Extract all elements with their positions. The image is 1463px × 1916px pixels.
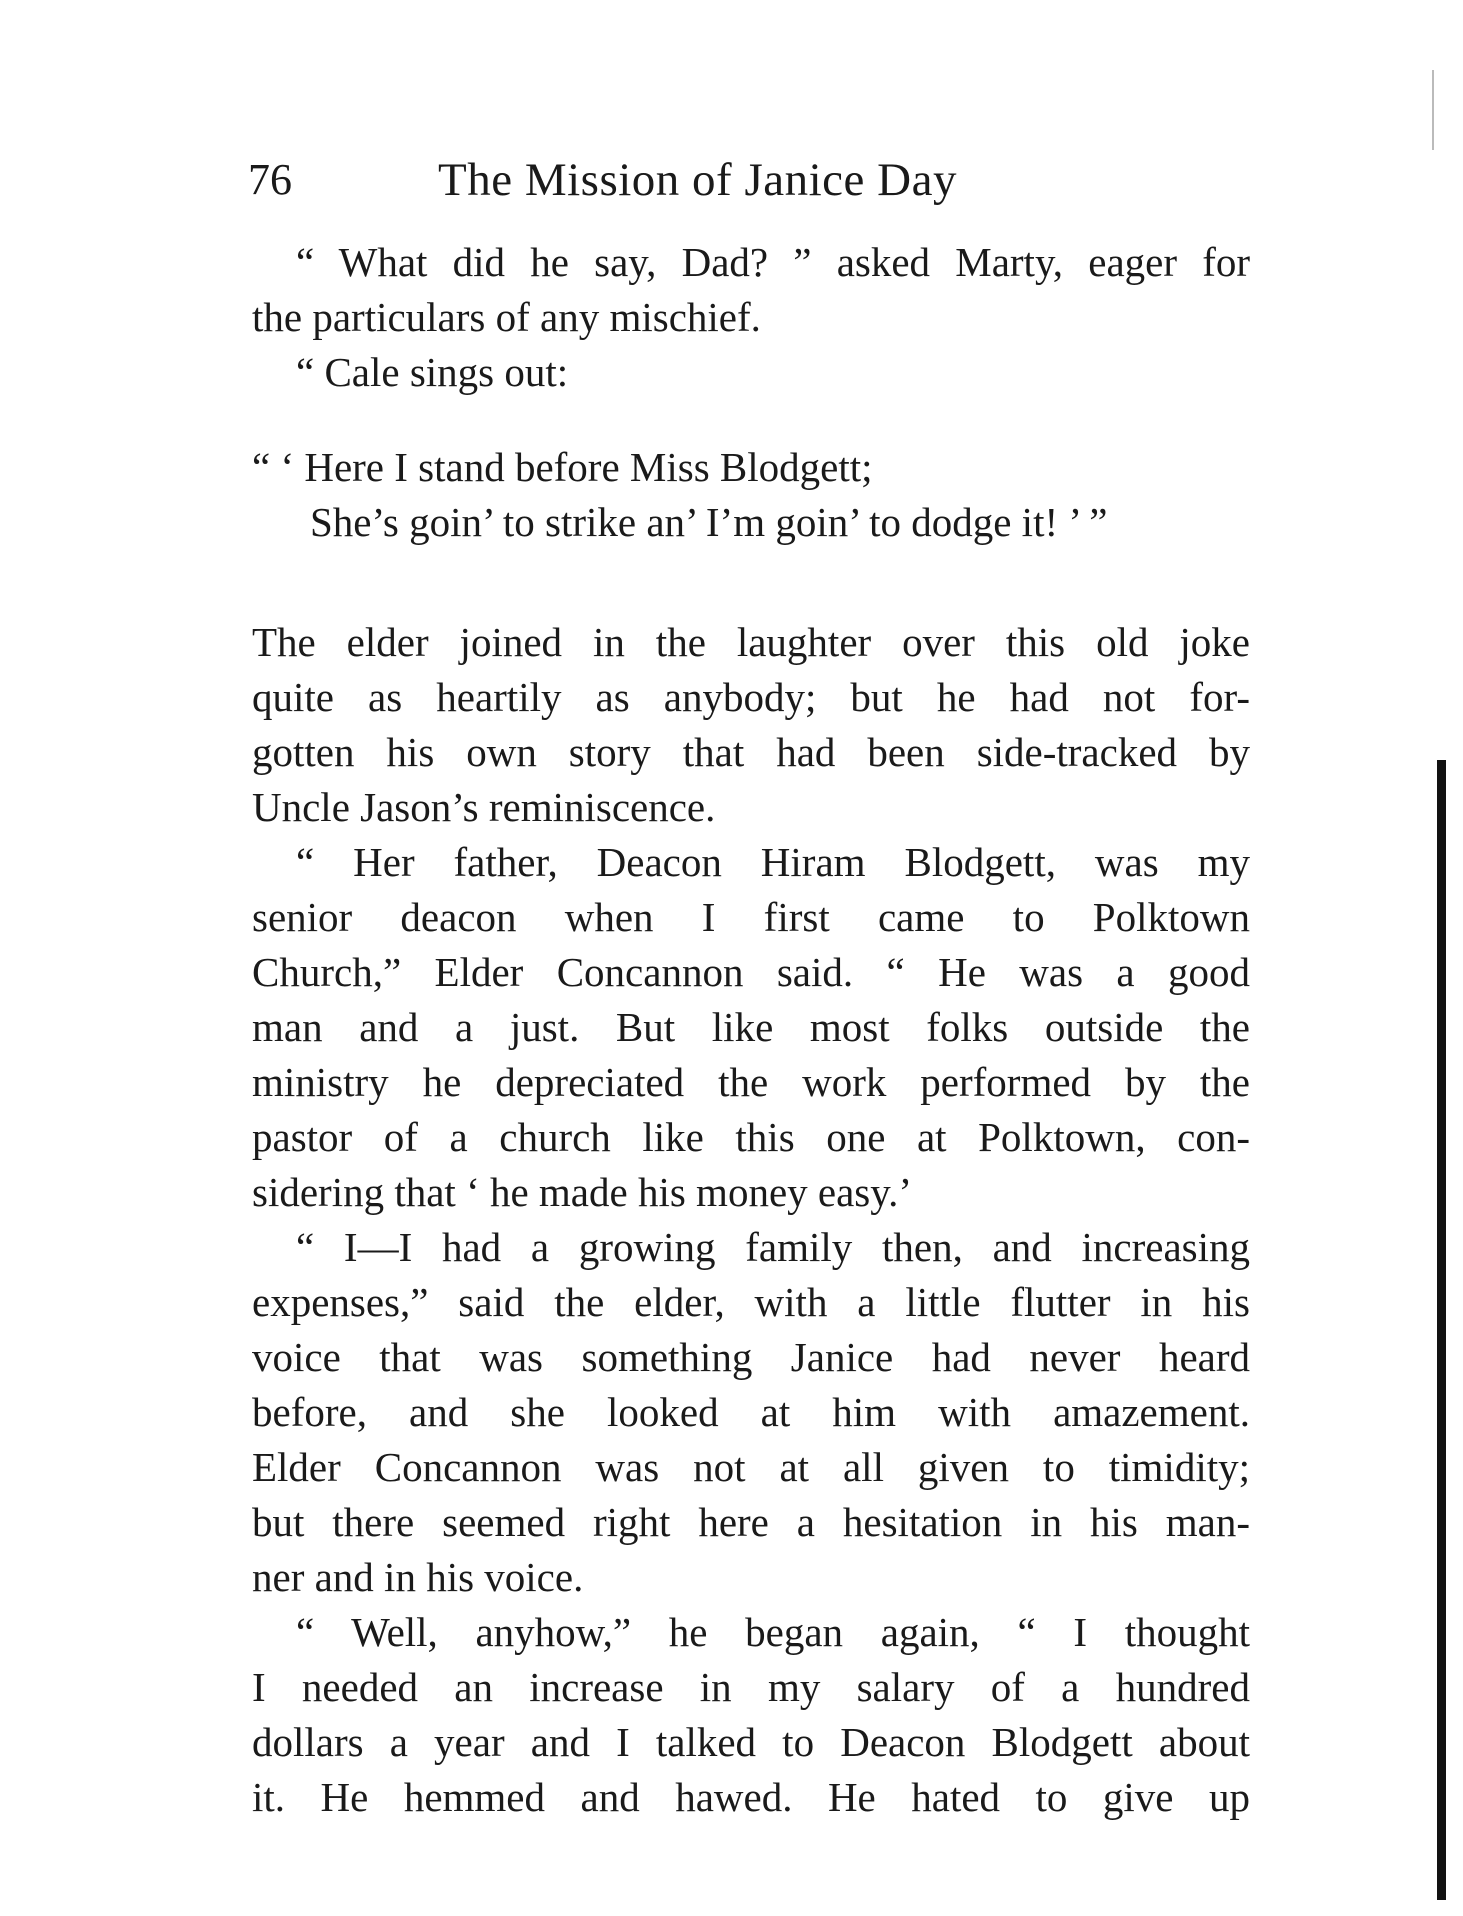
text-line: “ I—I had a growing family then, and increasing [296, 1224, 1250, 1270]
running-header [248, 150, 1078, 210]
text-line: dollars a year and I talked to Deacon Blodgett about [252, 1719, 1250, 1765]
text-line: “ Her father, Deacon Hiram Blodgett, was my [296, 839, 1250, 885]
verse-line: “ ‘ Here I stand before Miss Blodgett; [252, 444, 873, 490]
text-line: but there seemed right here a hesitation in his man- [252, 1499, 1250, 1545]
scan-edge-mark [1432, 70, 1434, 150]
text-line: sidering that ‘ he made his money easy.’ [252, 1169, 912, 1215]
text-line: Uncle Jason’s reminiscence. [252, 784, 716, 830]
text-line: voice that was something Janice had never heard [252, 1334, 1250, 1380]
text-line: Church,” Elder Concannon said. “ He was a good [252, 949, 1250, 995]
scan-edge-shadow [1437, 760, 1446, 1900]
text-line: before, and she looked at him with amazement. [252, 1389, 1250, 1435]
text-line: Elder Concannon was not at all given to timidity; [252, 1444, 1250, 1490]
text-line: quite as heartily as anybody; but he had not for- [252, 674, 1250, 720]
text-line: man and a just. But like most folks outside the [252, 1004, 1250, 1050]
text-line: ner and in his voice. [252, 1554, 584, 1600]
text-line: I needed an increase in my salary of a hundred [252, 1664, 1250, 1710]
text-line: pastor of a church like this one at Polktown, con- [252, 1114, 1250, 1160]
text-line: ministry he depreciated the work performed by the [252, 1059, 1250, 1105]
text-line: it. He hemmed and hawed. He hated to give up [252, 1774, 1250, 1820]
text-line: expenses,” said the elder, with a little flutter in his [252, 1279, 1250, 1325]
text-line: The elder joined in the laughter over this old joke [252, 619, 1250, 665]
verse-line: She’s goin’ to strike an’ I’m goin’ to dodge it! ’ ” [310, 499, 1108, 545]
text-line: senior deacon when I first came to Polktown [252, 894, 1250, 940]
page-number: 76 [248, 155, 292, 204]
text-line: “ Well, anyhow,” he began again, “ I thought [296, 1609, 1250, 1655]
text-line: “ Cale sings out: [296, 349, 569, 395]
running-title: The Mission of Janice Day [438, 154, 957, 206]
text-line: gotten his own story that had been side-tracked by [252, 729, 1250, 775]
text-line: “ What did he say, Dad? ” asked Marty, eager for [296, 239, 1250, 285]
body-text [252, 235, 1250, 1825]
text-line: the particulars of any mischief. [252, 294, 761, 340]
